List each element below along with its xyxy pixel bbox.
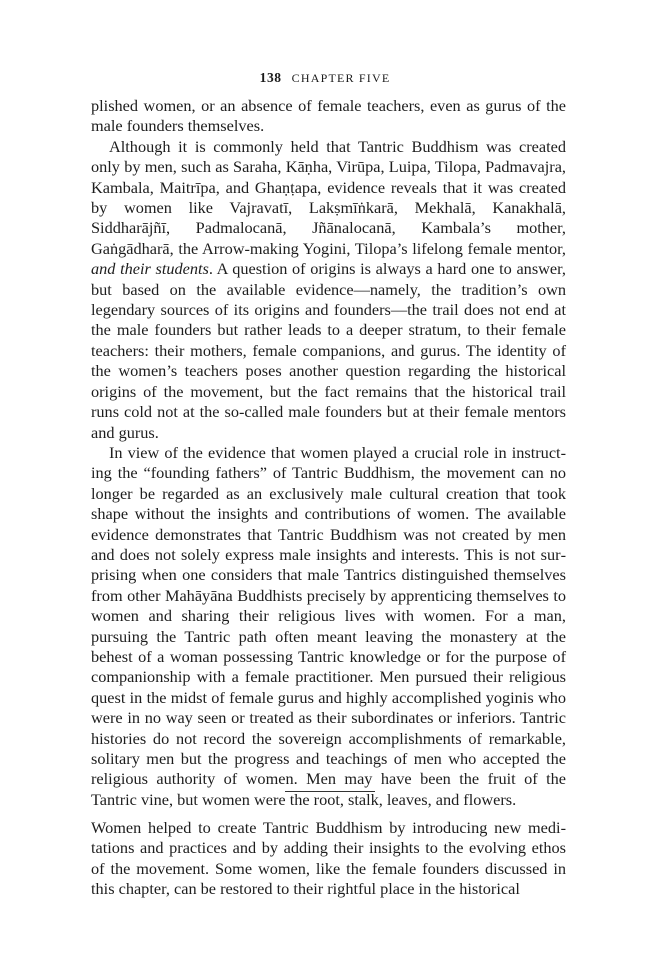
main-text xyxy=(91,96,566,810)
page-number: 138 xyxy=(259,70,282,85)
paragraph-2-text-b: . A question of origins is always a hard one to answer, but based on the available evidence—namely, the tradition’s own legendary sources of its origins and founders—the trail does not end at the male founders but rather leads to a deeper stratum, to their female teachers: their mothers, female companions, and gurus. The identity of the women’s teachers poses another question regarding the historical origins of the movement, but the fact remains that the historical trail runs cold not at the so-called male founders but at their female mentors and gurus. xyxy=(91,259,566,442)
paragraph-3: In view of the evidence that women played a crucial role in instructing the “founding fathers” of Tantric Buddhism, the movement can no longer be regarded as an exclusively male cultural creation that took shape without the insights and contributions of women. The available evidence demonstrates that Tantric Buddhism was not created by men and does not solely express male insights and interests. This is not surprising when one considers that male Tantrics distinguished themselves from other Mahāyāna Buddhists precisely by apprenticing themselves to women and sharing their religious lives with women. For a man, pursuing the Tantric path often meant leaving the monastery at the behest of a woman possessing Tantric knowledge or for the purpose of companionship with a female practitioner. Men pursued their religious quest in the midst of female gurus and highly accomplished yoginis who were in no way seen or treated as their subordinates or inferiors. Tantric histories do not record the sovereign accomplishments of remarkable, solitary men but the progress and teachings of men who accepted the religious authority of women. Men may have been the fruit of the Tantric vine, but women were the root, stalk, leaves, and flowers. xyxy=(91,442,566,809)
paragraph-2-emphasis: and their students xyxy=(91,259,209,279)
section-divider xyxy=(285,791,375,792)
running-head xyxy=(0,70,650,86)
paragraph-2 xyxy=(91,137,566,443)
paragraph-1: plished women, or an absence of female teachers, even as gurus of the male founders themselves. xyxy=(91,96,566,136)
paragraph-2-text-a: Although it is commonly held that Tantric Buddhism was created only by men, such as Saraha, Kāṇha, Virūpa, Luipa, Tilopa, Padmavajra, Kambala, Maitrīpa, and Ghaṇṭapa, evidence reveals that it was created by women like Vajravatī, Lakṣmīṅkarā, Mekhalā, Kanakhalā, Siddharājñī, Padmalocanā, Jñānalocanā, Kambala’s mother, Gaṅgādharā, the Arrow-making Yogini, Tilopa’s lifelong female mentor, xyxy=(91,136,566,258)
lower-text xyxy=(91,818,566,900)
paragraph-4: Women helped to create Tantric Buddhism by introducing new meditations and practices and by adding their insights to the evolving ethos of the movement. Some women, like the female founders discussed in this chapter, can be restored to their rightful place in the historical xyxy=(91,818,566,899)
chapter-title: CHAPTER FIVE xyxy=(291,71,391,85)
